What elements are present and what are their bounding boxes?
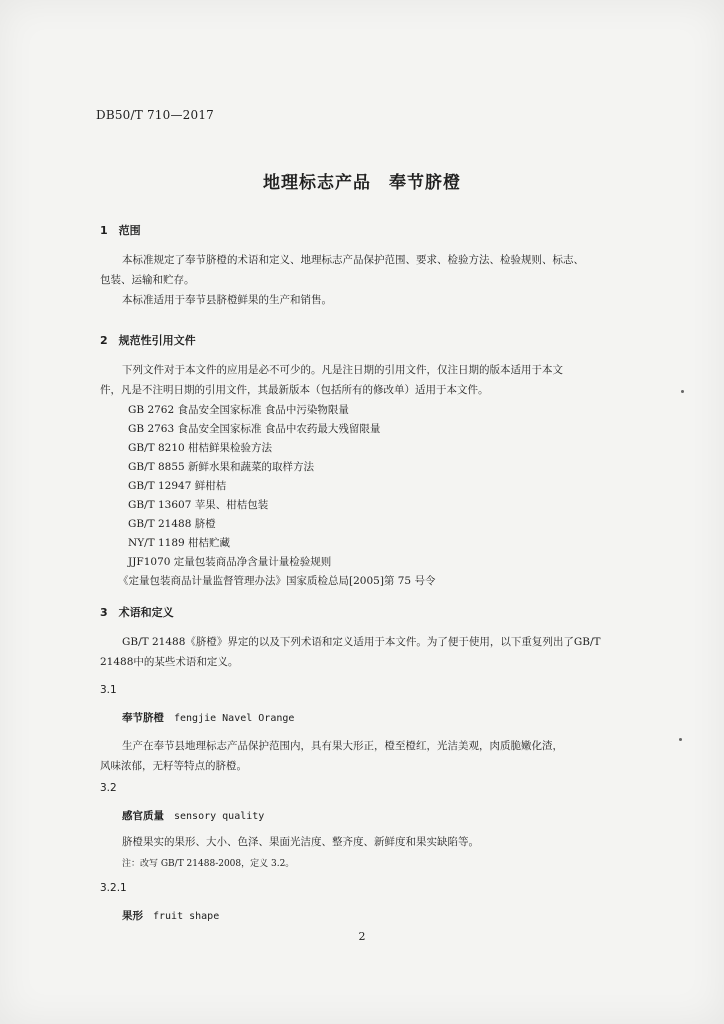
term-definition-line1: 生产在奉节县地理标志产品保护范围内，具有果大形正，橙至橙红，光洁美观，肉质脆嫩化渣， bbox=[122, 740, 563, 752]
reference-item: JJF1070 定量包装商品净含量计量检验规则 bbox=[128, 556, 332, 568]
reference-item: NY/T 1189 柑桔贮藏 bbox=[128, 537, 231, 549]
section-2-intro-line2: 件，凡是不注明日期的引用文件，其最新版本（包括所有的修改单）适用于本文件。 bbox=[100, 384, 489, 396]
term-number: 3.2 bbox=[100, 782, 117, 794]
section-2-heading: 2 规范性引用文件 bbox=[100, 334, 196, 347]
term-en: fruit shape bbox=[153, 911, 220, 922]
section-2-intro-line1: 下列文件对于本文件的应用是必不可少的。凡是注日期的引用文件，仅注日期的版本适用于本文 bbox=[122, 364, 563, 376]
term-heading bbox=[122, 808, 264, 823]
document-number: DB50/T 710—2017 bbox=[96, 108, 215, 122]
document-title: 地理标志产品 奉节脐橙 bbox=[263, 173, 461, 193]
term-heading bbox=[122, 710, 294, 725]
page-number: 2 bbox=[358, 930, 366, 943]
term-en: fengjie Navel Orange bbox=[174, 713, 295, 724]
term-cn: 果形 bbox=[122, 910, 143, 922]
scan-speck bbox=[681, 390, 684, 393]
term-en: sensory quality bbox=[174, 811, 265, 822]
reference-item: GB 2762 食品安全国家标准 食品中污染物限量 bbox=[128, 404, 349, 416]
reference-item: GB/T 8855 新鲜水果和蔬菜的取样方法 bbox=[128, 461, 315, 473]
term-note: 注：改写 GB/T 21488-2008，定义 3.2。 bbox=[122, 859, 295, 869]
section-3-heading: 3 术语和定义 bbox=[100, 606, 174, 619]
section-1-heading: 1 范围 bbox=[100, 224, 141, 237]
reference-item: GB/T 12947 鲜柑桔 bbox=[128, 480, 227, 492]
term-heading bbox=[122, 908, 219, 923]
term-definition-line2: 风味浓郁，无籽等特点的脐橙。 bbox=[100, 760, 247, 772]
term-number: 3.2.1 bbox=[100, 882, 127, 894]
section-3-intro-line1: GB/T 21488《脐橙》界定的以及下列术语和定义适用于本文件。为了便于使用，以下重复列出了GB/T bbox=[122, 636, 601, 648]
section-1-para1-line1: 本标准规定了奉节脐橙的术语和定义、地理标志产品保护范围、要求、检验方法、检验规则、标志、 bbox=[122, 254, 584, 266]
scan-speck bbox=[679, 738, 682, 741]
section-1-para2: 本标准适用于奉节县脐橙鲜果的生产和销售。 bbox=[122, 294, 332, 306]
term-cn: 感官质量 bbox=[122, 810, 164, 822]
term-definition: 脐橙果实的果形、大小、色泽、果面光洁度、整齐度、新鲜度和果实缺陷等。 bbox=[122, 836, 479, 848]
term-cn: 奉节脐橙 bbox=[122, 712, 164, 724]
reference-item: GB/T 8210 柑桔鲜果检验方法 bbox=[128, 442, 273, 454]
reference-item: GB/T 13607 苹果、柑桔包装 bbox=[128, 499, 269, 511]
section-1-para1-line2: 包装、运输和贮存。 bbox=[100, 274, 195, 286]
reference-item: GB/T 21488 脐橙 bbox=[128, 518, 216, 530]
reference-item: 《定量包装商品计量监督管理办法》国家质检总局[2005]第 75 号令 bbox=[118, 575, 436, 587]
term-number: 3.1 bbox=[100, 684, 117, 696]
section-3-intro-line2: 21488中的某些术语和定义。 bbox=[100, 656, 239, 668]
reference-item: GB 2763 食品安全国家标准 食品中农药最大残留限量 bbox=[128, 423, 381, 435]
